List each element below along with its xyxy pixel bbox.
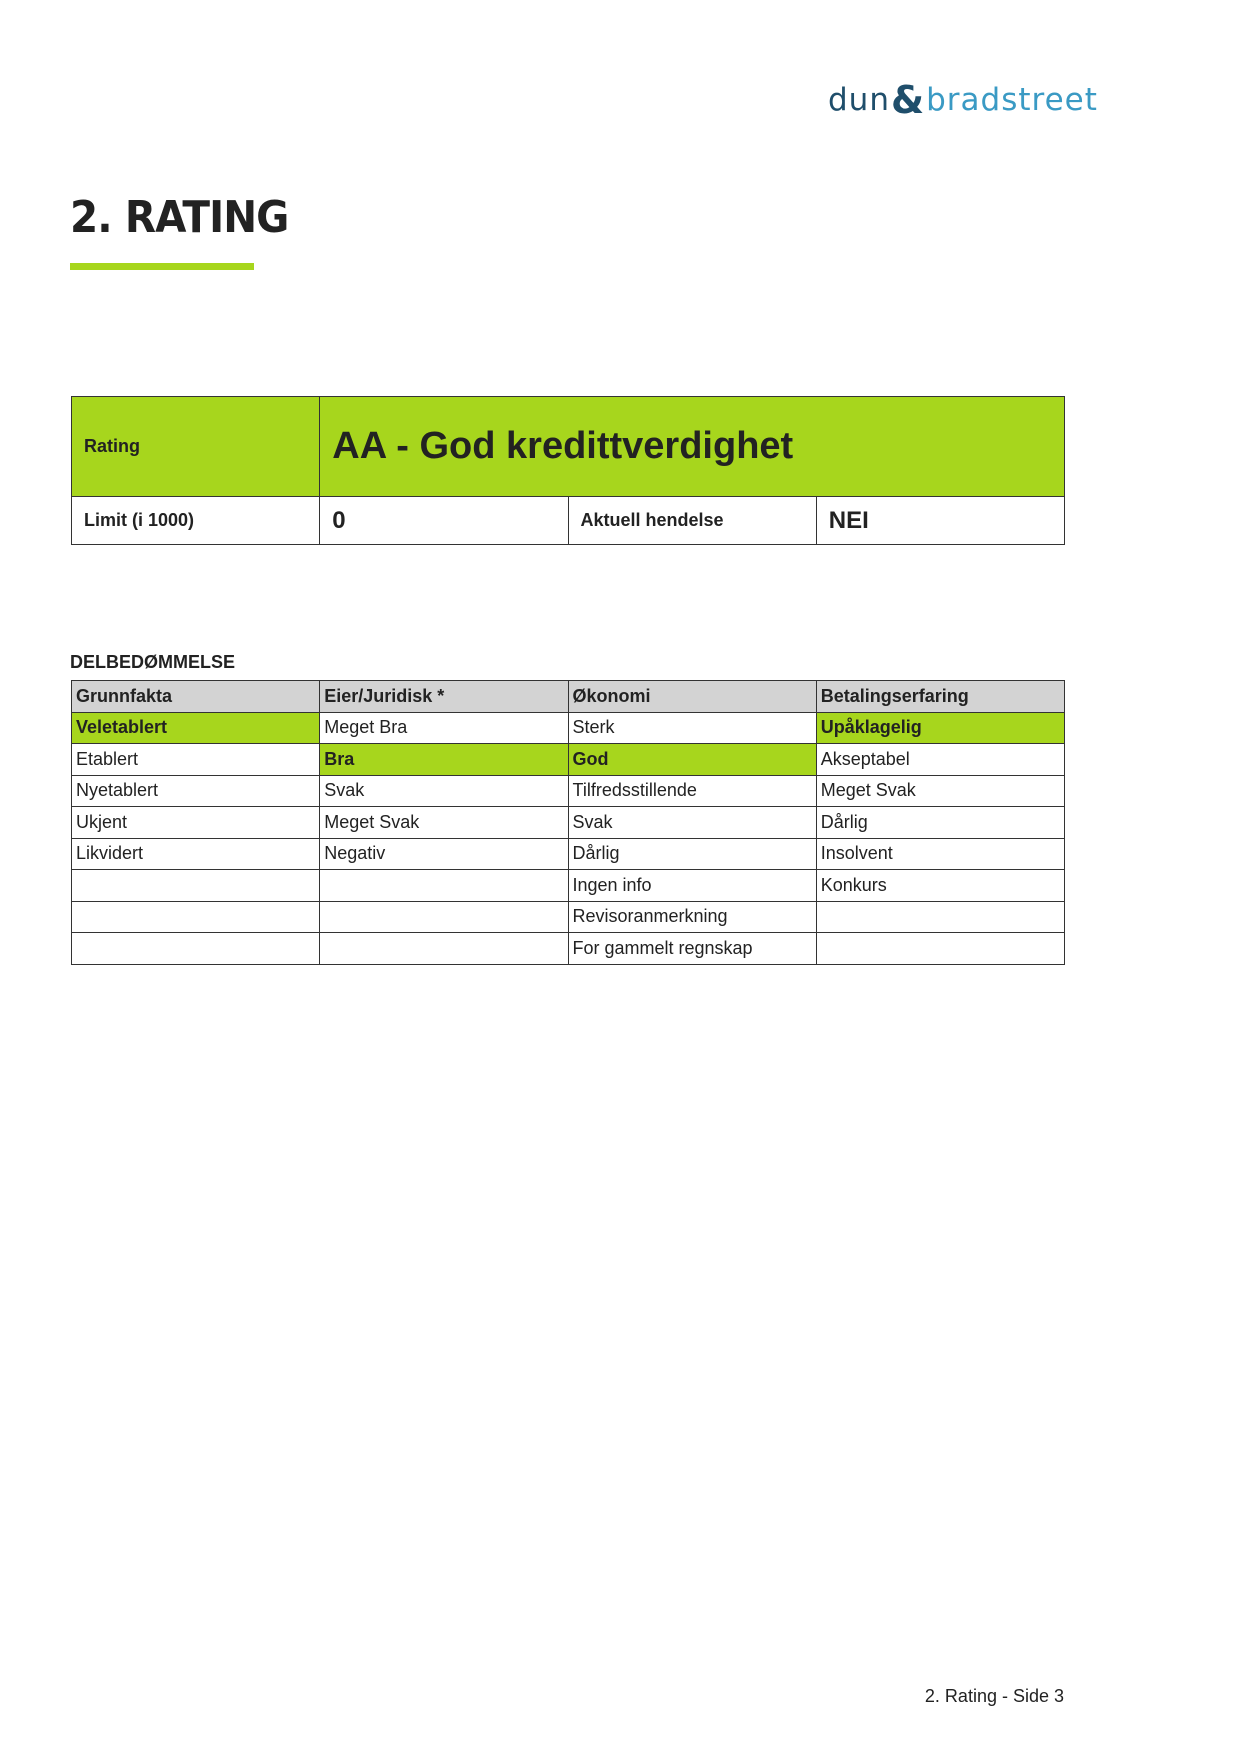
column-header: Betalingserfaring (816, 681, 1064, 713)
table-header-row (72, 681, 1065, 713)
selected-cell: God (568, 744, 816, 776)
column-header: Eier/Juridisk * (320, 681, 568, 713)
table-cell (320, 933, 568, 965)
table-row (72, 933, 1065, 965)
table-row (72, 901, 1065, 933)
logo-text-bradstreet: bradstreet (926, 82, 1098, 118)
limit-row (72, 497, 1065, 545)
table-cell (320, 901, 568, 933)
table-cell: For gammelt regnskap (568, 933, 816, 965)
table-cell: Dårlig (816, 807, 1064, 839)
table-cell: Meget Svak (816, 775, 1064, 807)
column-header: Økonomi (568, 681, 816, 713)
table-cell: Svak (568, 807, 816, 839)
selected-cell: Upåklagelig (816, 712, 1064, 744)
table-cell: Dårlig (568, 838, 816, 870)
table-row (72, 744, 1065, 776)
table-cell: Konkurs (816, 870, 1064, 902)
title-underline (70, 263, 254, 270)
table-cell: Meget Bra (320, 712, 568, 744)
page-title: 2. RATING (70, 192, 289, 243)
table-cell: Tilfredsstillende (568, 775, 816, 807)
table-cell: Revisoranmerkning (568, 901, 816, 933)
table-cell (72, 901, 320, 933)
logo-ampersand: & (890, 78, 926, 122)
table-cell: Insolvent (816, 838, 1064, 870)
table-cell (72, 870, 320, 902)
table-row (72, 775, 1065, 807)
logo-text-dun: dun (828, 82, 890, 118)
selected-cell: Bra (320, 744, 568, 776)
event-label: Aktuell hendelse (568, 497, 816, 545)
table-cell: Etablert (72, 744, 320, 776)
table-cell: Akseptabel (816, 744, 1064, 776)
table-cell (816, 933, 1064, 965)
event-value: NEI (816, 497, 1064, 545)
table-cell (72, 933, 320, 965)
limit-value: 0 (320, 497, 568, 545)
table-row (72, 870, 1065, 902)
table-cell: Svak (320, 775, 568, 807)
table-cell: Ukjent (72, 807, 320, 839)
limit-label: Limit (i 1000) (72, 497, 320, 545)
delbedommelse-table (71, 680, 1065, 965)
table-row (72, 807, 1065, 839)
rating-summary-table (71, 396, 1065, 545)
table-cell (320, 870, 568, 902)
rating-label: Rating (72, 397, 320, 497)
table-row (72, 838, 1065, 870)
rating-row (72, 397, 1065, 497)
table-row (72, 712, 1065, 744)
dun-bradstreet-logo (828, 78, 1098, 122)
table-cell: Sterk (568, 712, 816, 744)
column-header: Grunnfakta (72, 681, 320, 713)
table-cell: Meget Svak (320, 807, 568, 839)
table-cell: Nyetablert (72, 775, 320, 807)
page-footer: 2. Rating - Side 3 (924, 1686, 1064, 1706)
table-cell: Negativ (320, 838, 568, 870)
rating-value: AA - God kredittverdighet (320, 397, 1065, 497)
delbedommelse-heading: DELBEDØMMELSE (70, 652, 236, 672)
table-cell: Ingen info (568, 870, 816, 902)
table-cell: Likvidert (72, 838, 320, 870)
selected-cell: Veletablert (72, 712, 320, 744)
table-cell (816, 901, 1064, 933)
